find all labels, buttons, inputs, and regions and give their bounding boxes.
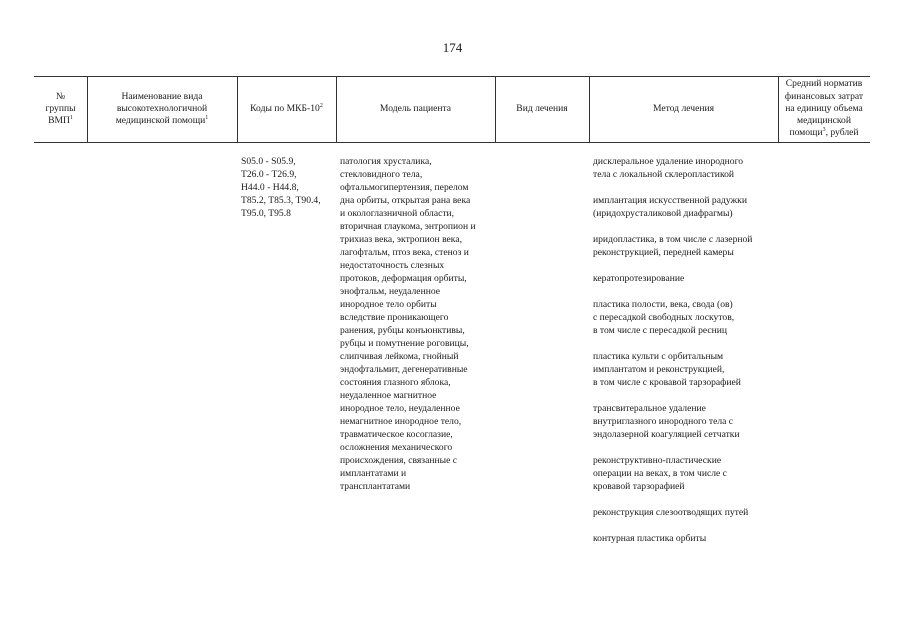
treatment-method-line: операции на веках, в том числе с <box>593 468 727 479</box>
footnote-mark: 3 <box>822 127 826 134</box>
icd-code-line: T95.0, T95.8 <box>241 208 291 219</box>
header-average-cost-line: на единицу объема <box>785 102 863 114</box>
treatment-method-line: в том числе с кровавой тарзорафией <box>593 377 741 388</box>
header-average-cost-line: помощи$^3$, рублей <box>789 127 859 139</box>
treatment-method-line: реконструктивно-пластические <box>593 455 722 466</box>
header-care-name-line: медицинской помощи$^1$ <box>115 114 209 127</box>
treatment-method-item <box>593 350 752 389</box>
header-group-number <box>34 76 87 142</box>
header-average-cost-line: финансовых затрат <box>784 90 864 102</box>
treatment-method-line: внутриглазного инородного тела с <box>593 416 734 427</box>
footnote-mark: 1 <box>69 114 73 121</box>
patient-model-line: немагнитное инородное тело, <box>340 416 462 427</box>
header-care-name-line: Наименование вида <box>121 90 203 102</box>
patient-model-line: патология хрусталика, <box>340 156 432 167</box>
treatment-method-item <box>593 298 752 337</box>
header-treatment-type <box>495 76 589 142</box>
patient-model-line: слипчивая лейкома, гнойный <box>340 351 459 362</box>
icd-code-line: T85.2, T85.3, T90.4, <box>241 195 321 206</box>
patient-model-line: состояния глазного яблока, <box>340 377 451 388</box>
treatment-method-line: реконструкция слезоотводящих путей <box>593 507 749 518</box>
patient-model-line: энофтальм, неудаленное <box>340 286 441 297</box>
treatment-method-cell <box>593 155 752 558</box>
treatment-method-line: с пересадкой свободных лоскутов, <box>593 312 735 323</box>
footnote-mark: 1 <box>205 114 209 121</box>
patient-model-line: вторичная глаукома, энтропион и <box>340 221 476 232</box>
treatment-method-line: пластика культи с орбитальным <box>593 351 724 362</box>
patient-model-line: имплантатами и <box>340 468 407 479</box>
treatment-method-item <box>593 532 752 545</box>
icd-codes-cell <box>241 155 321 220</box>
header-patient-model <box>336 76 495 142</box>
header-treatment-type-label: Вид лечения <box>516 102 568 114</box>
treatment-method-line: контурная пластика орбиты <box>593 533 707 544</box>
treatment-method-line: кератопротезирование <box>593 273 685 284</box>
header-average-cost-line: медицинской <box>797 115 851 127</box>
header-treatment-method-label: Метод лечения <box>652 102 715 114</box>
header-care-name <box>87 76 237 142</box>
treatment-method-line: тела с локальной склеропластикой <box>593 169 735 180</box>
treatment-method-line: трансвитеральное удаление <box>593 403 706 414</box>
treatment-method-item <box>593 272 752 285</box>
treatment-method-line: (иридохрусталиковой диафрагмы) <box>593 208 733 219</box>
treatment-method-line: реконструкцией, передней камеры <box>593 247 734 258</box>
treatment-method-line: имплантация искусственной радужки <box>593 195 747 206</box>
patient-model-line: осложнения механического <box>340 442 453 453</box>
patient-model-line: лагофтальм, птоз века, стеноз и <box>340 247 469 258</box>
icd-code-line: H44.0 - H44.8, <box>241 182 299 193</box>
patient-model-line: происхождения, связанные с <box>340 455 457 466</box>
patient-model-line: недостаточность слезных <box>340 260 445 271</box>
treatment-method-line: иридопластика, в том числе с лазерной <box>593 234 753 245</box>
patient-model-line: неудаленное магнитное <box>340 390 437 401</box>
treatment-method-line: дисклеральное удаление инородного <box>593 156 744 167</box>
icd-code-line: T26.0 - T26.9, <box>241 169 297 180</box>
patient-model-line: ранения, рубцы конъюнктивы, <box>340 325 465 336</box>
header-group-line: ВМП$^1$ <box>48 114 73 127</box>
patient-model-line: рубцы и помутнение роговицы, <box>340 338 469 349</box>
treatment-method-line: имплантатом и реконструкцией, <box>593 364 725 375</box>
patient-model-cell <box>340 155 476 493</box>
patient-model-line: дна орбиты, открытая рана века <box>340 195 471 206</box>
page-number: 174 <box>442 40 463 55</box>
patient-model-line: трихиаз века, эктропион века, <box>340 234 462 245</box>
patient-model-line: офтальмогипертензия, перелом <box>340 182 469 193</box>
treatment-method-line: пластика полости, века, свода (ов) <box>593 299 733 310</box>
patient-model-line: вследствие проникающего <box>340 312 449 323</box>
treatment-method-item <box>593 454 752 493</box>
icd-code-line: S05.0 - S05.9, <box>241 156 296 167</box>
treatment-method-line: в том числе с пересадкой ресниц <box>593 325 728 336</box>
patient-model-line: эндофтальмит, дегенеративные <box>340 364 468 375</box>
header-group-line: группы <box>45 102 76 114</box>
header-group-line: № <box>55 90 66 102</box>
patient-model-line: трансплантатами <box>340 481 411 492</box>
treatment-method-item <box>593 155 752 181</box>
patient-model-line: и окологлазничной области, <box>340 208 455 219</box>
header-treatment-method <box>589 76 778 142</box>
header-patient-model-label: Модель пациента <box>379 102 452 114</box>
treatment-method-item <box>593 194 752 220</box>
patient-model-line: протоков, деформация орбиты, <box>340 273 467 284</box>
treatment-method-item <box>593 506 752 519</box>
patient-model-line: инородное тело орбиты <box>340 299 437 310</box>
patient-model-line: стекловидного тела, <box>340 169 423 180</box>
header-icd-codes <box>237 76 336 142</box>
footnote-mark: 2 <box>319 102 323 109</box>
header-average-cost-line: Средний норматив <box>785 78 863 90</box>
table-header-bottom-border <box>34 142 870 143</box>
patient-model-line: травматическое косоглазие, <box>340 429 453 440</box>
header-average-cost <box>778 76 870 142</box>
treatment-method-line: эндолазерной коагуляцией сетчатки <box>593 429 740 440</box>
header-care-name-line: высокотехнологичной <box>116 102 208 114</box>
header-icd-codes-label: Коды по МКБ-$10^2$ <box>250 102 323 114</box>
treatment-method-item <box>593 233 752 259</box>
treatment-method-line: кровавой тарзорафией <box>593 481 685 492</box>
treatment-method-item <box>593 402 752 441</box>
patient-model-line: инородное тело, неудаленное <box>340 403 460 414</box>
